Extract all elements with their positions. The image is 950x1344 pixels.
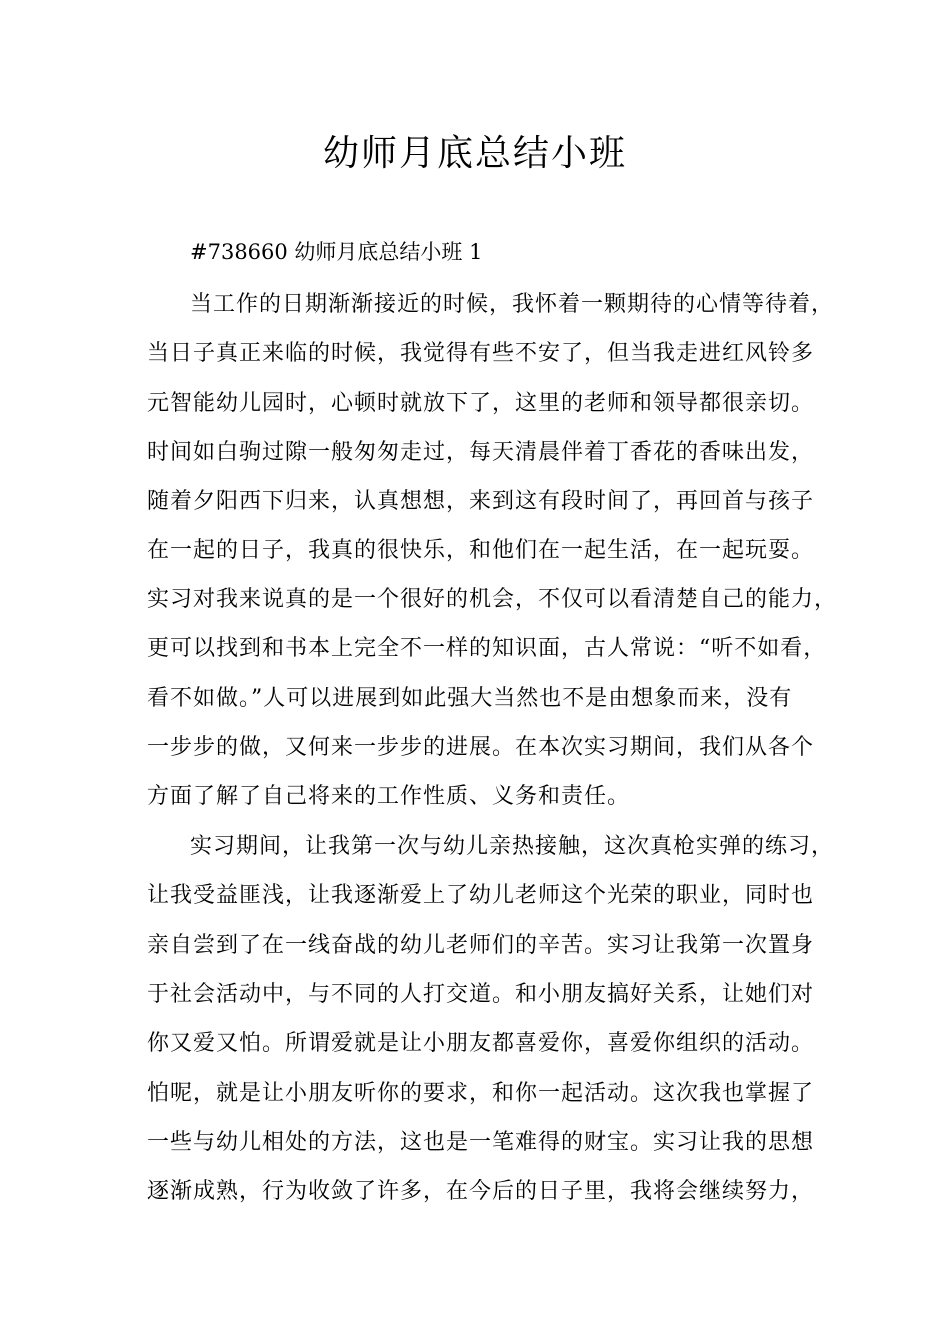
body-line: 实习期间，让我第一次与幼儿亲热接触，这次真枪实弹的练习，: [190, 834, 835, 859]
document-title: 幼师月底总结小班: [322, 133, 627, 174]
document-subtitle: #738660 幼师月底总结小班 1: [190, 240, 483, 264]
body-line: 随着夕阳西下归来，认真想想，来到这有段时间了，再回首与孩子: [147, 489, 815, 514]
body-line: 方面了解了自己将来的工作性质、义务和责任。: [147, 784, 631, 809]
body-line: 当工作的日期渐渐接近的时候，我怀着一颗期待的心情等待着，: [190, 292, 835, 317]
body-line: 于社会活动中，与不同的人打交道。和小朋友搞好关系，让她们对: [147, 982, 815, 1007]
body-line: 让我受益匪浅，让我逐渐爱上了幼儿老师这个光荣的职业，同时也: [147, 883, 815, 908]
body-line: 逐渐成熟，行为收敛了许多，在今后的日子里，我将会继续努力，: [147, 1179, 815, 1204]
body-line: 亲自尝到了在一线奋战的幼儿老师们的辛苦。实习让我第一次置身: [147, 933, 815, 958]
body-line: 实习对我来说真的是一个很好的机会，不仅可以看清楚自己的能力，: [147, 587, 838, 612]
body-line: 一步步的做，又何来一步步的进展。在本次实习期间，我们从各个: [147, 735, 815, 760]
body-line: 在一起的日子，我真的很快乐，和他们在一起生活，在一起玩耍。: [147, 538, 815, 563]
body-line: 看不如做。”人可以进展到如此强大当然也不是由想象而来，没有: [147, 686, 793, 711]
body-line: 一些与幼儿相处的方法，这也是一笔难得的财宝。实习让我的思想: [147, 1130, 815, 1155]
body-line: 元智能幼儿园时，心顿时就放下了，这里的老师和领导都很亲切。: [147, 391, 815, 416]
body-line: 当日子真正来临的时候，我觉得有些不安了，但当我走进红风铃多: [147, 341, 815, 366]
body-line: 时间如白驹过隙一般匆匆走过，每天清晨伴着丁香花的香味出发，: [147, 440, 815, 465]
body-line: 怕呢，就是让小朋友听你的要求，和你一起活动。这次我也掌握了: [147, 1081, 815, 1106]
body-line: 你又爱又怕。所谓爱就是让小朋友都喜爱你，喜爱你组织的活动。: [147, 1031, 815, 1056]
body-line: 更可以找到和书本上完全不一样的知识面，古人常说：“听不如看，: [147, 636, 827, 661]
